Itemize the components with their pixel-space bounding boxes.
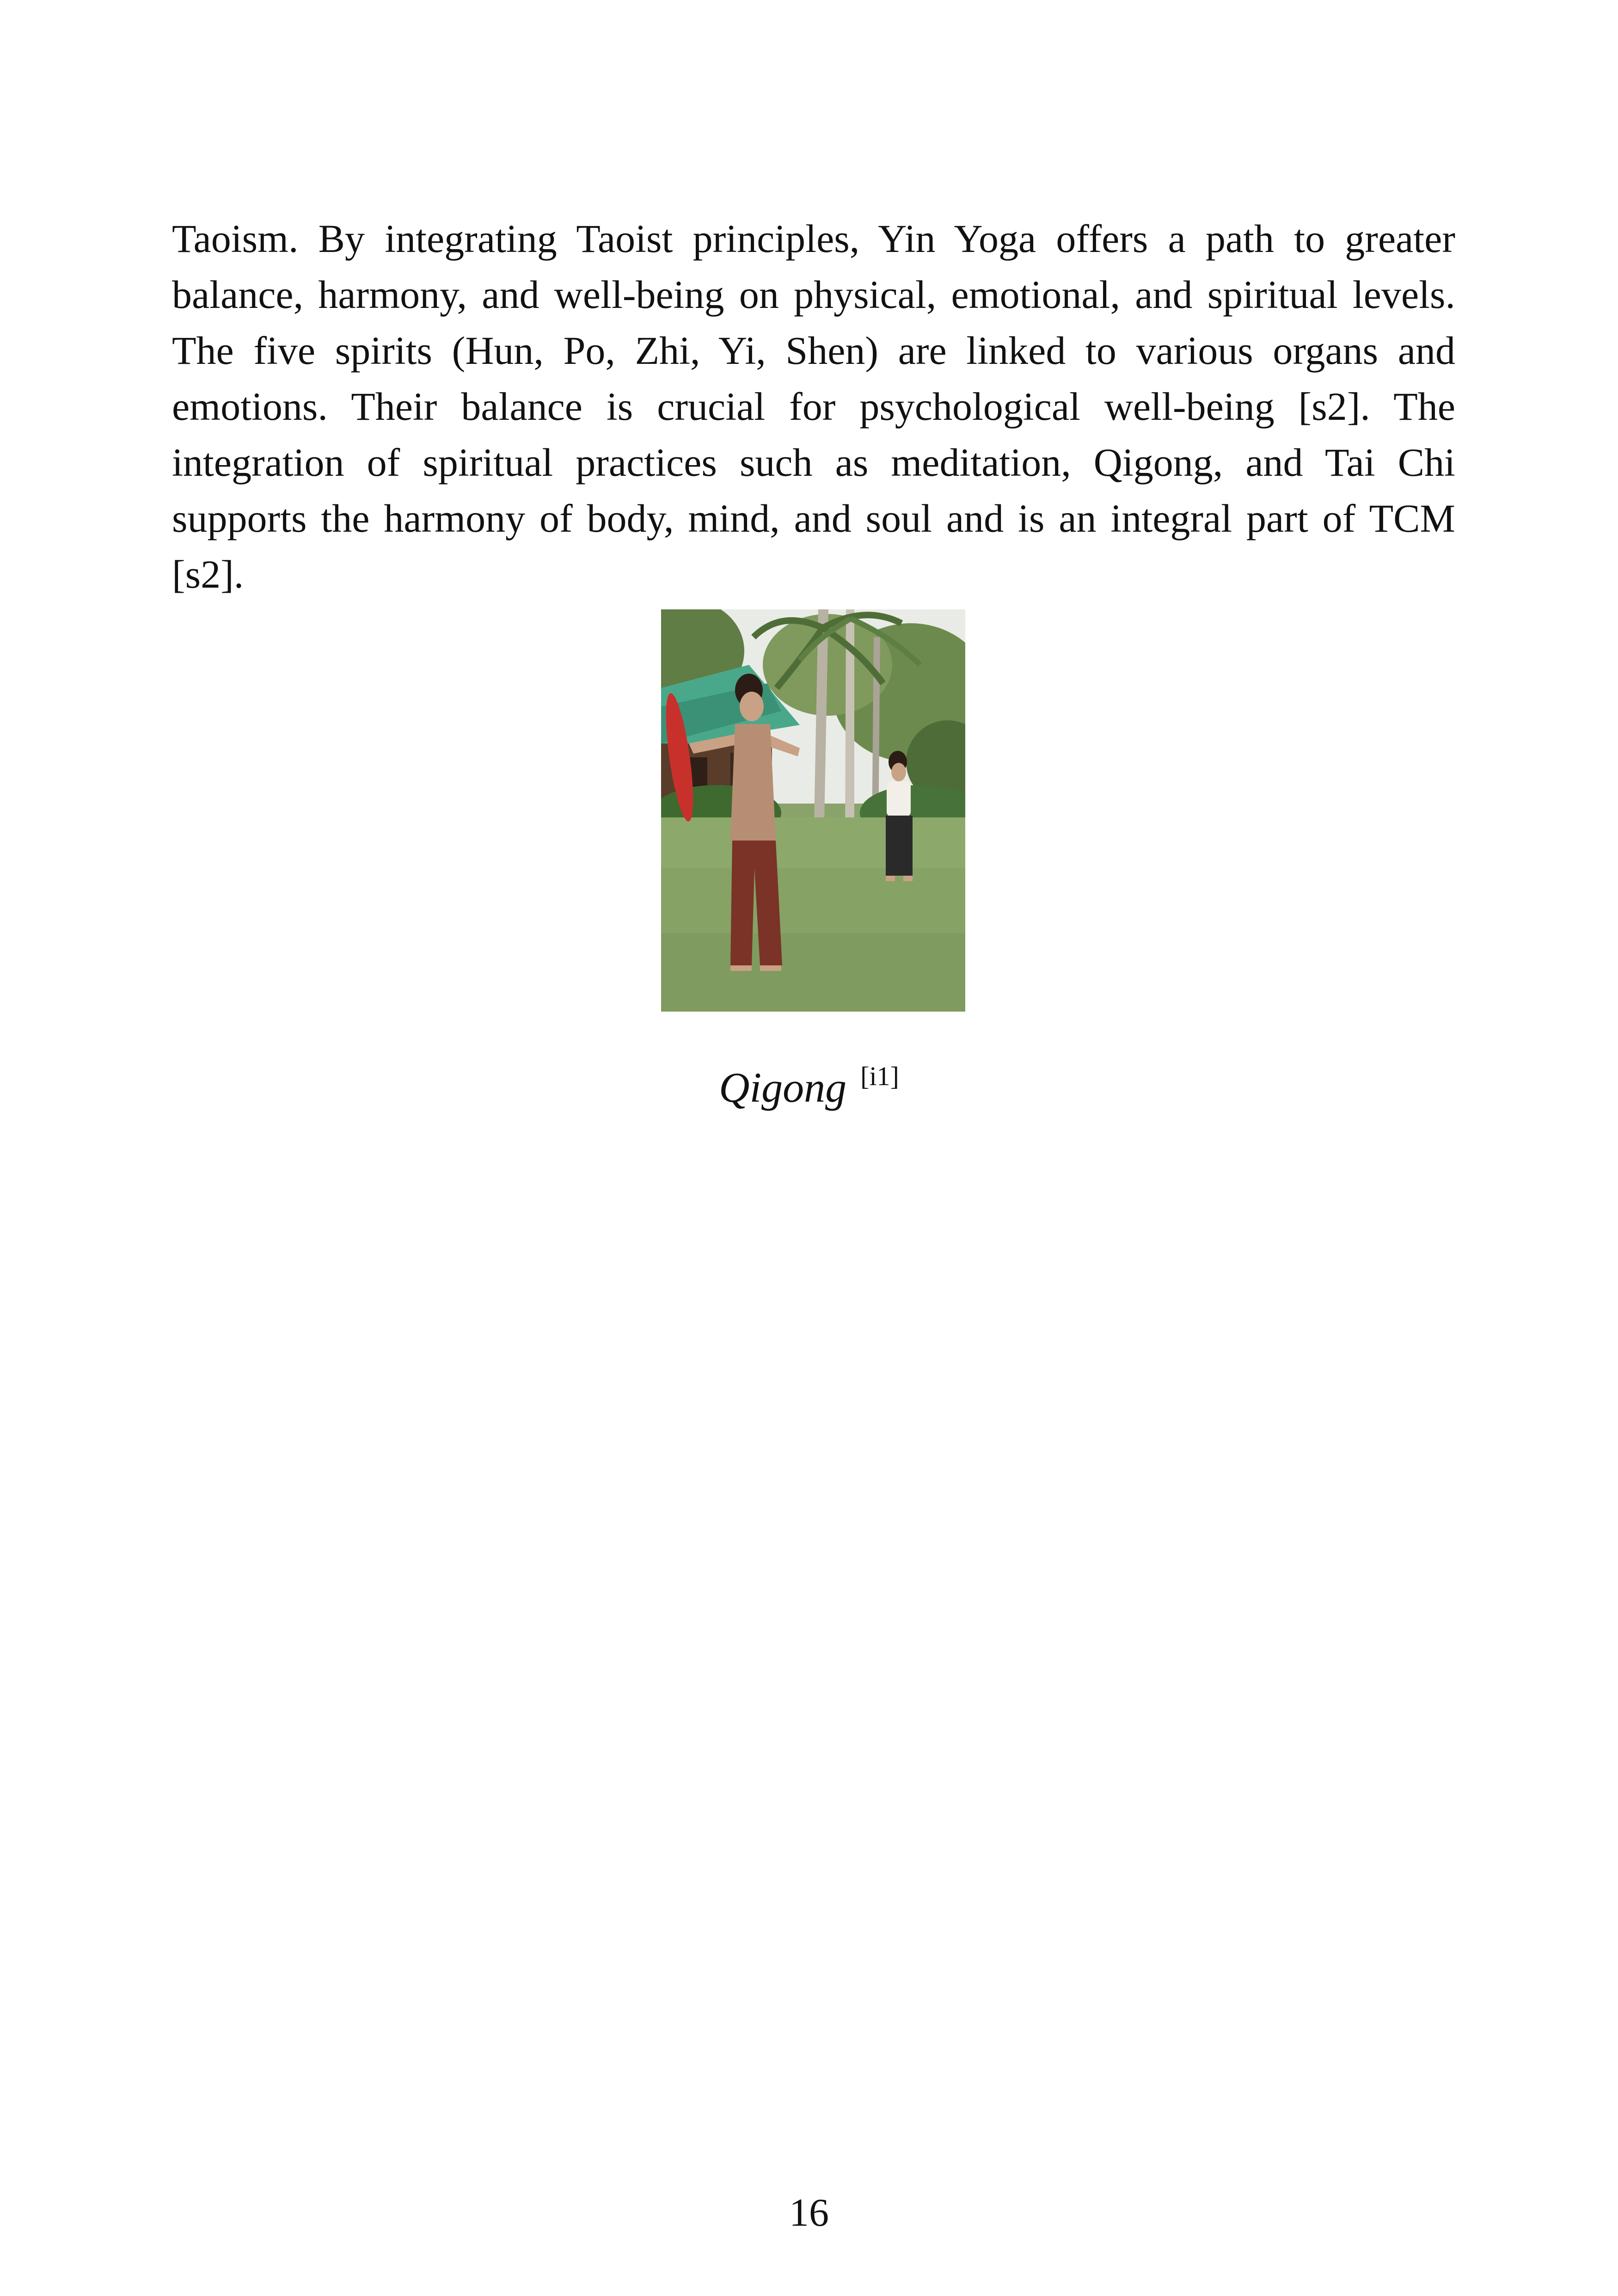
body-paragraph: Taoism. By integrating Taoist principles, Yin Yoga offers a path to greater balance, harmony, and well-being on physical, emotional, and spiritual levels. The five spirits (Hun, Po, Zhi, Yi, Shen) are linked to various organs and emotions. Their balance is crucial for psychological well-being [s2]. The integration of spiritual practices such as meditation, Qigong, and Tai Chi supports the harmony of body, mind, and soul and is an integral part of TCM [s2].	[172, 216, 1455, 596]
qigong-photo-illustration	[661, 609, 965, 1012]
figure-reference: [i1]	[860, 1061, 899, 1091]
page-number: 16	[789, 2190, 829, 2235]
figure-caption	[0, 1049, 1618, 1115]
figure-caption-text: Qigong	[719, 1064, 847, 1111]
qigong-photo	[661, 609, 965, 1012]
